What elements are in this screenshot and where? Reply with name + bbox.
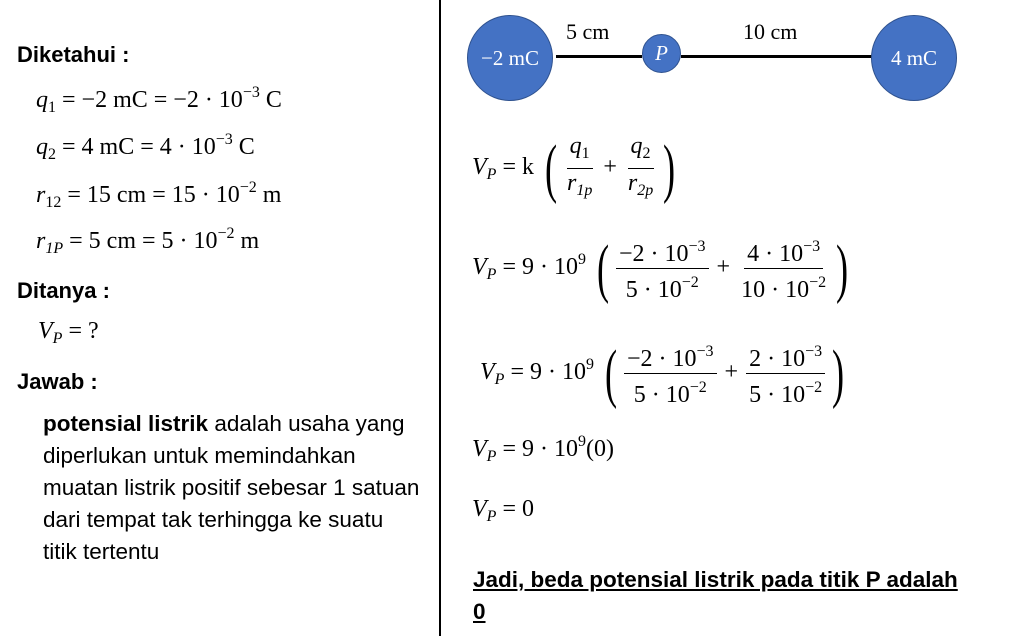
answer-heading: Jawab :	[17, 369, 98, 394]
definition-text: adalah usaha yang diperlukan untuk memindahkan muatan listrik positif sebesar 1 satuan dari tempat tak terhingga ke suatu titik tertentu	[43, 411, 420, 564]
charge-q1-circle	[467, 15, 553, 101]
column-divider	[439, 0, 441, 636]
equation-substitution: $V_P = 9 \cdot 10^9$ ( $\frac{-2 \cdot 10^{-3}}{5 \cdot 10^{-2}}$ + $\frac{4 \cdot 10^{-3}}{10 \cdot 10^{-2}}$ )	[472, 231, 849, 305]
given-r12: $r_{12} = 15$ cm = $15 \cdot 10^{-2}$ m	[36, 179, 282, 211]
known-heading: Diketahui :	[17, 42, 130, 67]
charge-q2-label: 4 mC	[890, 45, 938, 70]
equation-zero-sum: $V_P = 9 \cdot 10^9(0)$	[472, 433, 614, 465]
equation-result: $V_P = 0$	[472, 496, 534, 525]
distance-label-1: 5 cm	[566, 19, 610, 44]
given-q1: $q_1 = -2$ mC = $-2 \cdot 10^{-3}$ C	[36, 84, 282, 116]
conclusion-text: Jadi, beda potensial listrik pada titik P adalah 0	[473, 567, 958, 624]
definition-paragraph	[43, 408, 423, 568]
given-q2: $q_2 = 4$ mC = $4 \cdot 10^{-3}$ C	[36, 131, 255, 163]
definition-term: potensial listrik	[43, 411, 209, 436]
point-p-circle	[642, 34, 681, 73]
line-q1-p	[556, 55, 642, 58]
equation-formula: $V_P = k$ ( $\frac{q_1}{r_{1p}}$ + $\frac{q_2}{r_{2p}}$ )	[472, 131, 676, 205]
distance-label-2: 10 cm	[743, 19, 798, 44]
line-p-q2	[681, 55, 876, 58]
charge-q2-circle	[871, 15, 957, 101]
point-p-label: P	[655, 41, 668, 65]
charge-q1-label: −2 mC	[481, 45, 539, 70]
asked-heading: Ditanya :	[17, 278, 110, 303]
equation-simplified: $V_P = 9 \cdot 10^9$ ( $\frac{-2 \cdot 10^{-3}}{5 \cdot 10^{-2}}$ + $\frac{2 \cdot 10^{-3}}{5 \cdot 10^{-2}}$ )	[480, 336, 845, 410]
asked-vp: $V_P$ = ?	[38, 318, 99, 347]
given-r1p: $r_{1P} = 5$ cm = $5 \cdot 10^{-2}$ m	[36, 225, 260, 257]
